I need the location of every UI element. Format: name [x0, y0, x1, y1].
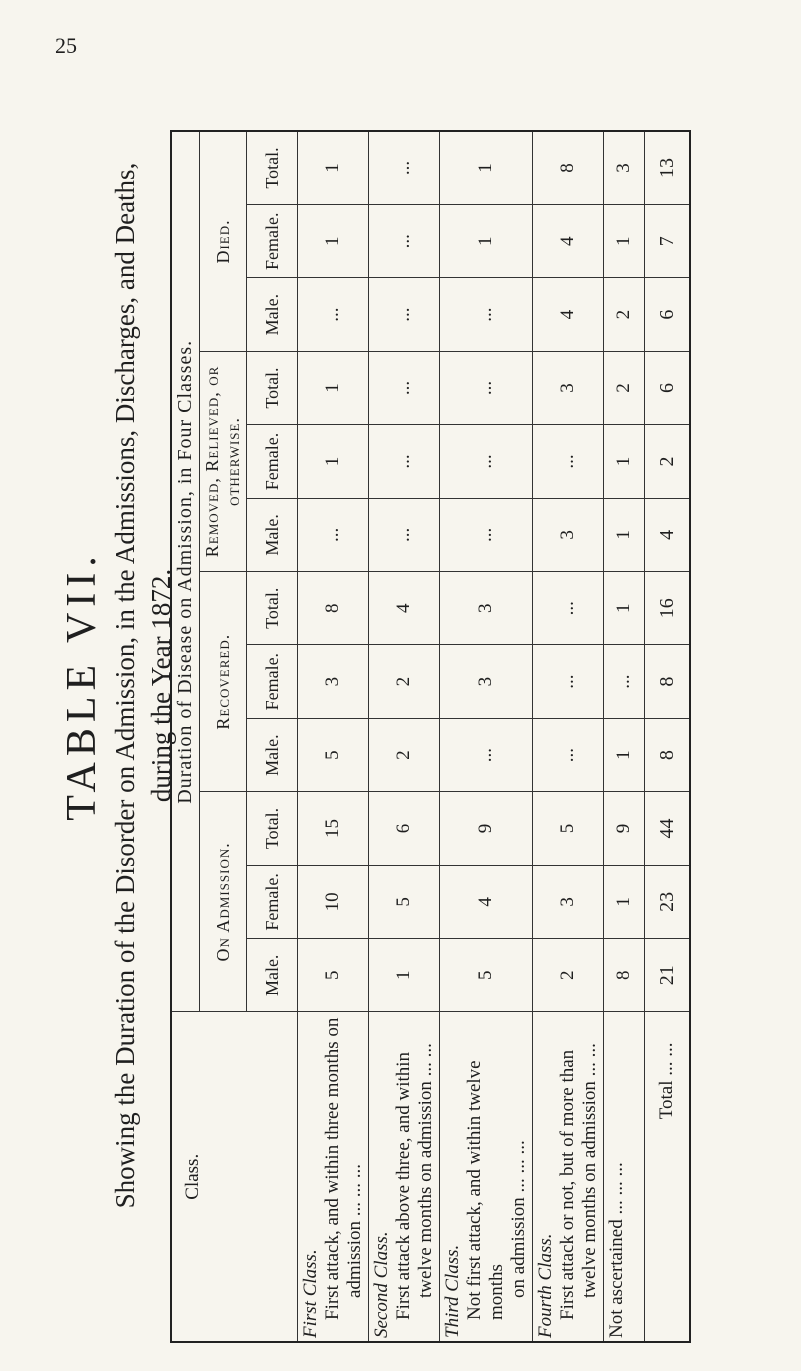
total-cell: 8 — [645, 645, 691, 718]
header-row-1 — [171, 131, 200, 1342]
subheader-female: Female. — [247, 425, 298, 498]
cell: ... — [440, 351, 533, 424]
cell: 8 — [604, 939, 645, 1012]
cell: 1 — [604, 205, 645, 278]
cell: ... — [369, 278, 440, 351]
cell: ... — [369, 425, 440, 498]
cell: 4 — [369, 572, 440, 645]
cell: 5 — [533, 792, 604, 865]
group-header-removed: Removed, Relieved, or otherwise. — [200, 351, 247, 571]
total-cell: 6 — [645, 278, 691, 351]
subheader-total: Total. — [247, 572, 298, 645]
cell: ... — [533, 645, 604, 718]
class-description-cont: admission ... ... ... — [344, 1163, 365, 1298]
row-label — [440, 1012, 533, 1342]
subheader-male: Male. — [247, 939, 298, 1012]
total-cell: 21 — [645, 939, 691, 1012]
class-name: First Class. — [300, 1249, 321, 1338]
cell: ... — [533, 718, 604, 791]
class-name: Fourth Class. — [535, 1233, 556, 1338]
total-cell: 13 — [645, 131, 691, 205]
cell: 1 — [298, 131, 369, 205]
total-cell: 23 — [645, 865, 691, 938]
cell: ... — [369, 205, 440, 278]
subheader-female: Female. — [247, 865, 298, 938]
group-header-died: Died. — [200, 131, 247, 351]
subheader-female: Female. — [247, 205, 298, 278]
total-cell: 16 — [645, 572, 691, 645]
cell: 2 — [604, 351, 645, 424]
class-description-cont: on admission ... ... ... — [508, 1140, 529, 1298]
cell: 4 — [533, 278, 604, 351]
cell: ... — [369, 498, 440, 571]
cell: 1 — [604, 498, 645, 571]
cell: ... — [533, 425, 604, 498]
cell: ... — [369, 131, 440, 205]
cell: 15 — [298, 792, 369, 865]
cell: 2 — [533, 939, 604, 1012]
subheader-total: Total. — [247, 131, 298, 205]
class-description-cont: twelve months on admission ... ... — [579, 1043, 600, 1298]
cell: ... — [440, 498, 533, 571]
table-subtitle-line-2: during the Year 1872. — [146, 568, 176, 803]
cell: ... — [440, 425, 533, 498]
cell: ... — [298, 498, 369, 571]
table-row — [533, 131, 604, 1342]
cell: 8 — [298, 572, 369, 645]
cell: 3 — [533, 865, 604, 938]
subheader-total: Total. — [247, 351, 298, 424]
cell: 1 — [604, 572, 645, 645]
cell: 3 — [298, 645, 369, 718]
duration-table — [170, 130, 691, 1343]
class-description-cont: twelve months on admission ... ... — [415, 1043, 436, 1298]
cell: 4 — [533, 205, 604, 278]
cell: 5 — [440, 939, 533, 1012]
subheader-male: Male. — [247, 718, 298, 791]
cell: 5 — [298, 939, 369, 1012]
total-cell: 44 — [645, 792, 691, 865]
cell: 1 — [604, 865, 645, 938]
row-label — [533, 1012, 604, 1342]
cell: 5 — [298, 718, 369, 791]
subheader-male: Male. — [247, 498, 298, 571]
total-cell: 2 — [645, 425, 691, 498]
class-header: Class. — [171, 1012, 298, 1342]
cell: ... — [369, 351, 440, 424]
cell: 9 — [440, 792, 533, 865]
subheader-female: Female. — [247, 645, 298, 718]
class-name: Second Class. — [371, 1231, 392, 1338]
total-cell: 8 — [645, 718, 691, 791]
row-label — [298, 1012, 369, 1342]
class-description: First attack, and within three months on — [322, 1017, 343, 1320]
class-description: Not first attack, and within twelve months — [464, 1060, 507, 1320]
cell: 1 — [440, 205, 533, 278]
table-row — [369, 131, 440, 1342]
total-cell: 7 — [645, 205, 691, 278]
cell: 1 — [604, 718, 645, 791]
cell: 3 — [440, 645, 533, 718]
class-description: First attack above three, and within — [393, 1051, 414, 1320]
table-subtitle-line-1: Showing the Duration of the Disorder on Admission, in the Admissions, Discharges, and Deaths, — [110, 162, 140, 1209]
cell: 2 — [369, 645, 440, 718]
cell: 3 — [604, 131, 645, 205]
cell: 5 — [369, 865, 440, 938]
group-header-on-admission: On Admission. — [200, 792, 247, 1012]
cell: 9 — [604, 792, 645, 865]
table-row — [604, 131, 645, 1342]
cell: 2 — [604, 278, 645, 351]
cell: 6 — [369, 792, 440, 865]
rotated-sheet: 25 TABLE VII. Showing the Duration of the Disorder on Admission, in the Admissions, Discharges, and Deaths, during the Year 1872. Class. Duration of Disease on Admission, in Four Classes. On Admission. Recovered. Removed, Relieved, or otherwise. Died. Male. Female. Total. Male. Female. Total. Male. Female. Total. Male. Female. Total. First Class. First attack, and within three months on admission ... ... ... 5 10 15 5 3 8 ... 1 1 ... 1 1 Second Class. First attack above three, and within twelve months on admission ... ... 1 5 6 2 2 4 ... ... ... ... ... ... Third Class. Not first attack, and within twelve months on admission ... ... ... 5 4 9 ... 3 3 ... ... ... ... 1 1 Fourth Class. First attack or not, but of more than twelve months on admission ... ... 2 3 5 ... ... ... 3 ... 3 4 4 8 Not ascertained ... ... ... 8 1 9 1 ... 1 1 1 2 2 1 3 Total ... ... 21 23 44 8 8 16 4 2 6 6 7 13 — [0, 0, 801, 1371]
table-row — [298, 131, 369, 1342]
cell: ... — [298, 278, 369, 351]
subheader-male: Male. — [247, 278, 298, 351]
cell: 1 — [298, 351, 369, 424]
cell: 8 — [533, 131, 604, 205]
total-cell: 4 — [645, 498, 691, 571]
table-title: TABLE VII. — [59, 550, 105, 821]
total-row — [645, 131, 691, 1342]
cell: 4 — [440, 865, 533, 938]
group-header-recovered: Recovered. — [200, 572, 247, 792]
cell: 1 — [440, 131, 533, 205]
total-cell: 6 — [645, 351, 691, 424]
cell: 1 — [604, 425, 645, 498]
row-label — [604, 1012, 645, 1342]
duration-header: Duration of Disease on Admission, in Four Classes. — [171, 131, 200, 1012]
cell: ... — [440, 718, 533, 791]
cell: 10 — [298, 865, 369, 938]
cell: ... — [440, 278, 533, 351]
class-name: Third Class. — [442, 1244, 463, 1338]
class-description: Not ascertained ... ... ... — [606, 1162, 627, 1338]
table-row — [440, 131, 533, 1342]
subheader-total: Total. — [247, 792, 298, 865]
cell: ... — [533, 572, 604, 645]
cell: 1 — [298, 205, 369, 278]
cell: 3 — [440, 572, 533, 645]
cell: 3 — [533, 498, 604, 571]
row-label — [369, 1012, 440, 1342]
cell: 2 — [369, 718, 440, 791]
total-label: Total ... ... — [645, 1012, 691, 1342]
cell: 1 — [369, 939, 440, 1012]
class-description: First attack or not, but of more than — [557, 1049, 578, 1320]
cell: 1 — [298, 425, 369, 498]
cell: ... — [604, 645, 645, 718]
cell: 3 — [533, 351, 604, 424]
